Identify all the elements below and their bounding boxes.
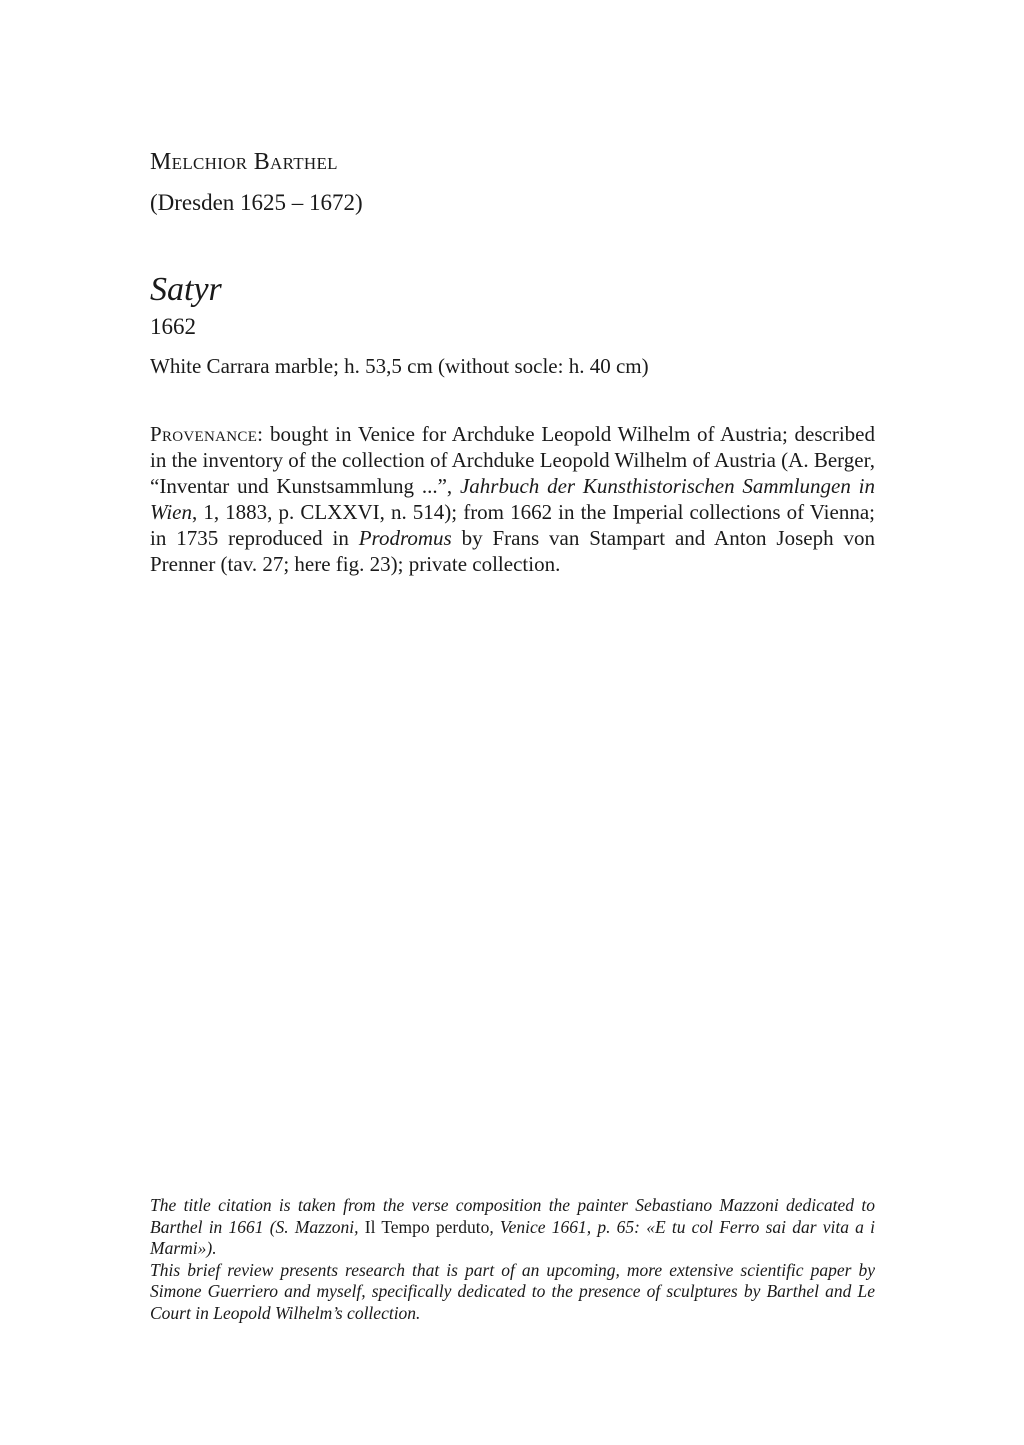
footnote-text: , Venice 1661, p. 65: «E tu col Ferro sai dar vita a i Marmi»). [150,1216,875,1258]
provenance-label: Provenance: [150,422,264,446]
footnote-book-title: Il Tempo perduto [364,1216,490,1237]
provenance-text: , 1, 1883, p. CLXXVI, n. 514); from 1662 in the Imperial collections of Vienna; in 1735 reproduced in [150,500,875,550]
work-title: Satyr [150,271,222,308]
provenance-journal-title: Jahrbuch der Kunsthistorischen Sammlungen in Wien [150,474,875,524]
provenance-text: bought in Venice for Archduke Leopold Wilhelm of Austria; described in the inventory of the collection of Archduke Leopold Wilhelm of Austria (A. Berger, “Inventar und Kunstsammlung ...”, [150,422,875,498]
work-material: White Carrara marble; h. 53,5 cm (without socle: h. 40 cm) [150,354,649,378]
provenance-book-title: Prodromus [358,526,452,550]
artist-name: Melchior Barthel [150,149,338,175]
provenance-text: by Frans van Stampart and Anton Joseph von Prenner (tav. 27; here fig. 23); private collection. [150,526,875,576]
document-page [150,0,875,1445]
footnotes [150,1195,875,1324]
artist-dates: (Dresden 1625 – 1672) [150,190,363,215]
footnote-text: The title citation is taken from the verse composition the painter Sebastiano Mazzoni dedicated to Barthel in 1661 (S. Mazzoni, [150,1195,875,1237]
footnote-title-citation [150,1195,875,1260]
provenance-paragraph [150,421,875,577]
footnote-research-note: This brief review presents research that is part of an upcoming, more extensive scientific paper by Simone Guerriero and myself, specifically dedicated to the presence of sculptures by Barthel and Le Court in Leopold Wilhelm’s collection. [150,1259,875,1323]
work-year: 1662 [150,314,196,339]
